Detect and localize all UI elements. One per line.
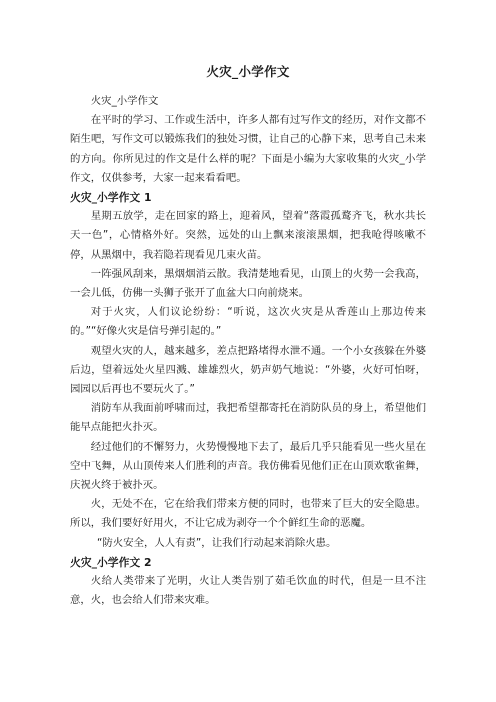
document-title: 火灾_小学作文 bbox=[206, 64, 290, 79]
section1-paragraph-6: 经过他们的不懈努力，火势慢慢地下去了，最后几乎只能看见一些火星在空中飞舞，从山顶传来人们胜利的声音。我仿佛看见他们正在山顶欢歌雀舞，庆祝火终于被扑灭。 bbox=[70, 440, 426, 492]
section1-paragraph-8: “防火安全，人人有责”，让我们行动起来消除火患。 bbox=[97, 536, 337, 549]
section1-paragraph-1: 星期五放学，走在回家的路上，迎着风，望着“落霞孤鹜齐飞，秋水共长天一色”，心情格外好。突然，远处的山上飘来滚滚黑烟，把我呛得咳嗽不停，从黑烟中，我若隐若现看见几束火苗。 bbox=[70, 210, 426, 261]
section1-paragraph-2: 一阵强风刮来，黑烟烟消云散。我清楚地看见，山顶上的火势一会我高，一会儿低，仿佛一头狮子张开了血盆大口向前烧来。 bbox=[70, 267, 426, 300]
document-subtitle: 火灾_小学作文 bbox=[90, 95, 159, 107]
section-heading-2: 火灾_小学作文 2 bbox=[70, 555, 152, 569]
section1-paragraph-3: 对于火灾，人们议论纷纷：“听说，这次火灾是从香莲山上那边传来的。”“好像火灾是信号弹引起的。” bbox=[70, 306, 426, 338]
section1-paragraph-5: 消防车从我面前呼啸而过，我把希望都寄托在消防队员的身上，希望他们能早点能把火扑灭。 bbox=[70, 402, 426, 434]
section2-paragraph-1: 火给人类带来了光明，火让人类告别了茹毛饮血的时代，但是一旦不注意，火，也会给人们带来灾难。 bbox=[70, 575, 426, 607]
section1-paragraph-4: 观望火灾的人，越来越多，差点把路堵得水泄不通。一个小女孩躲在外婆后边，望着远处火星四溅、雄雄烈火，奶声奶气地说：“外婆，火好可怕呀，园园以后再也不要玩火了。” bbox=[70, 344, 426, 396]
section-heading-1: 火灾_小学作文 1 bbox=[70, 191, 152, 205]
intro-paragraph: 在平时的学习、工作或生活中，许多人都有过写作文的经历，对作文都不陌生吧，写作文可以锻炼我们的独处习惯，让自己的心静下来，思考自己未来的方向。你所见过的作文是什么样的呢？下面是小编为大家收集的火灾_小学作文，仅供参考，大家一起来看看吧。 bbox=[70, 114, 426, 184]
section1-paragraph-7: 火，无处不在，它在给我们带来方便的同时，也带来了巨大的安全隐患。所以，我们要好好用火，不让它成为剥夺一个个鲜红生命的恶魔。 bbox=[70, 498, 426, 530]
